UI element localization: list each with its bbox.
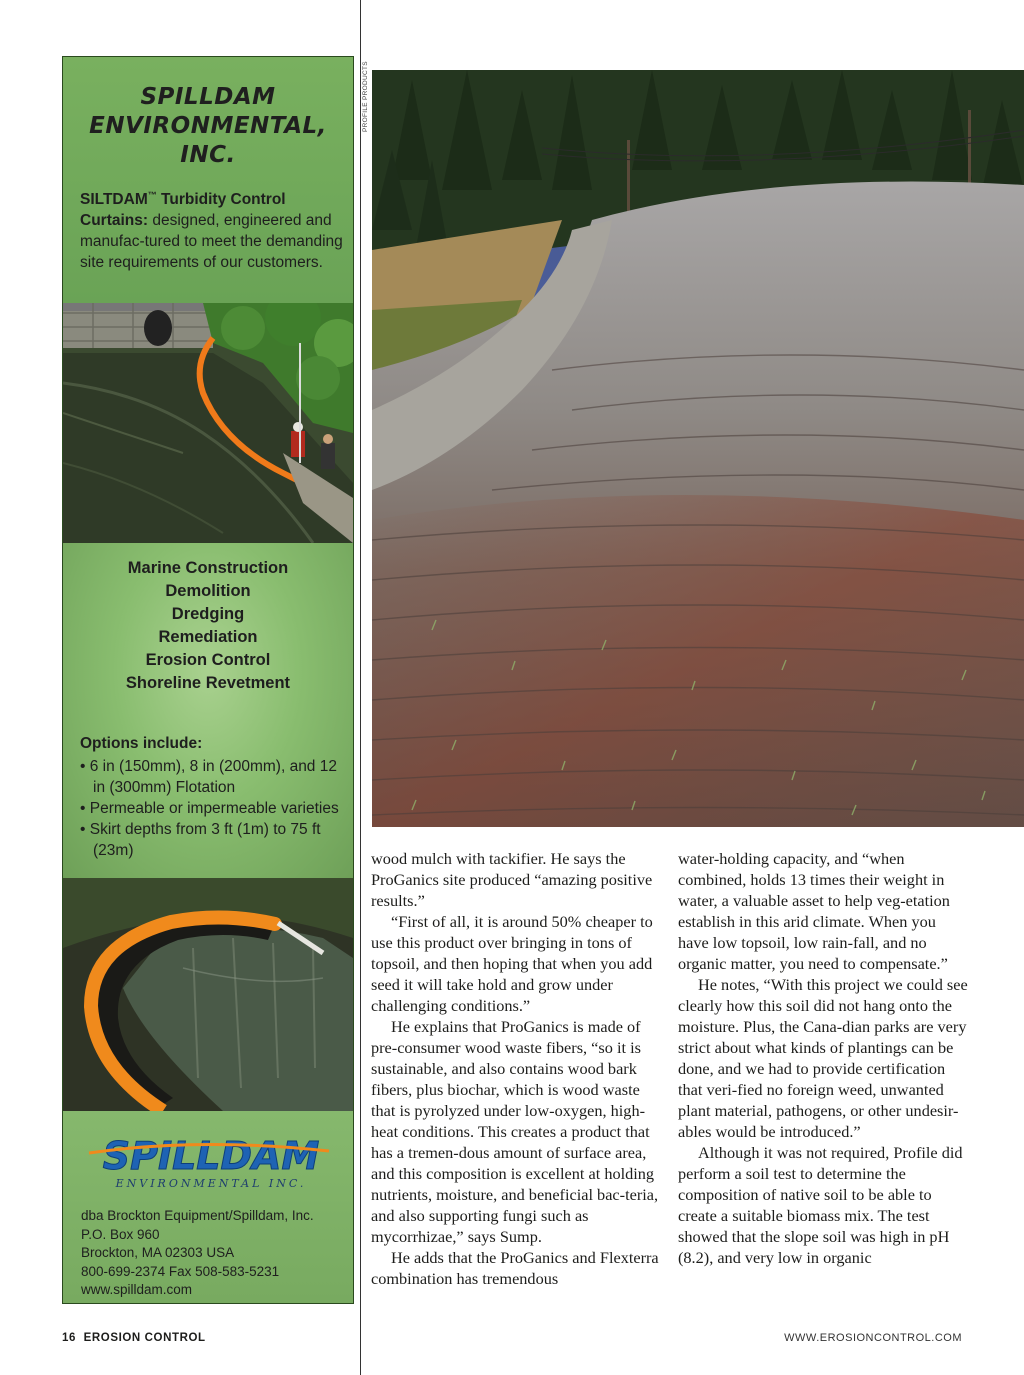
page-folio: [62, 1332, 206, 1344]
options-title: Options include:: [80, 735, 203, 752]
service-item: Shoreline Revetment: [125, 674, 291, 692]
contact-website: www.spilldam.com: [81, 1282, 193, 1297]
service-item: Erosion Control: [145, 651, 271, 669]
section-name: EROSION CONTROL: [83, 1332, 206, 1344]
page-number: 16: [62, 1332, 76, 1344]
intro-text: designed, engineered and manufac-tured to meet the demanding site requirements of our customers.: [80, 212, 343, 272]
river-boom-photo: [63, 303, 353, 543]
options-list: [80, 756, 350, 861]
logo-subtext: ENVIRONMENTAL INC.: [115, 1177, 307, 1190]
logo-wordmark: SPILLDAM: [102, 1134, 320, 1178]
article-column-1: [371, 848, 661, 1289]
article-paragraph: Although it was not required, Profile did perform a soil test to determine the composition of native soil to be able to create a suitable biomass mix. The test showed that the slope soil was high in pH (8.2), and very low in organic: [678, 1143, 963, 1267]
contact-line: P.O. Box 960: [81, 1226, 160, 1242]
option-item: • 6 in (150mm), 8 in (200mm), and 12 in (300mm) Flotation: [80, 756, 350, 798]
ad-footer: [63, 1111, 353, 1303]
hydroseeded-slope-photo: [372, 70, 1024, 827]
contact-line: Brockton, MA 02303 USA: [81, 1245, 235, 1260]
column-divider: [360, 0, 361, 1375]
ad-services-panel: [63, 543, 353, 878]
service-item: Demolition: [165, 582, 251, 600]
ad-intro: [80, 185, 348, 273]
article-paragraph: water-holding capacity, and “when combined, holds 13 times their weight in water, a valuable asset to help veg-etation establish in this arid climate. When you have low topsoil, low rain-fall, and no organic matter, you need to compensate.”: [678, 849, 950, 973]
contact-block: [81, 1207, 349, 1300]
service-item: Remediation: [158, 628, 258, 646]
spilldam-logo: [79, 1133, 343, 1193]
article-paragraph: wood mulch with tackifier. He says the ProGanics site produced “amazing positive results.”: [371, 849, 653, 910]
article-paragraph: “First of all, it is around 50% cheaper to use this product over bringing in tons of topsoil, and then hoping that when you add seed it will take hold and grow under challenging conditions.”: [371, 912, 653, 1015]
services-list: [63, 557, 353, 695]
contact-line: 800-699-2374 Fax 508-583-5231: [81, 1263, 280, 1279]
article-paragraph: He explains that ProGanics is made of pre-consumer wood waste fibers, “so it is sustainable, and also contains wood bark fibers, plus biochar, which is wood waste that is pyrolyzed under low-oxygen, high-heat conditions. This creates a product that has a tremen-dous amount of surface area, and this composition is excellent at holding nutrients, moisture, and beneficial bac-teria, and also supporting fungi such as mycorrhizae,” says Sump.: [371, 1017, 659, 1246]
service-item: Marine Construction: [127, 559, 289, 577]
photo-credit: PROFILE PRODUCTS: [362, 61, 369, 132]
ad-header: [63, 57, 353, 303]
service-item: Dredging: [171, 605, 245, 623]
option-item: • Permeable or impermeable varieties: [80, 798, 350, 819]
product-line: Turbidity Control Curtains:: [80, 191, 286, 230]
turbidity-curtain-photo: [63, 878, 353, 1111]
article-column-2: [678, 848, 968, 1268]
ad-company-name: SPILLDAM ENVIRONMENTAL, INC.: [89, 84, 327, 168]
spilldam-advertisement: [62, 56, 354, 1304]
contact-line: dba Brockton Equipment/Spilldam, Inc.: [81, 1208, 314, 1223]
article-paragraph: He notes, “With this project we could see clearly how this soil did not hang onto the moisture. Plus, the Cana-dian parks are very strict about what kinds of plantings can be done, and we had to provide certification that veri-fied no foreign weed, unwanted plant material, pathogens, or other undesir-ables would be introduced.”: [678, 975, 968, 1141]
magazine-website: WWW.EROSIONCONTROL.COM: [784, 1332, 962, 1344]
product-name: SILTDAM: [80, 191, 148, 209]
option-item: • Skirt depths from 3 ft (1m) to 75 ft (23m): [80, 819, 350, 861]
article-paragraph: He adds that the ProGanics and Flexterra combination has tremendous: [371, 1248, 659, 1288]
trademark-symbol: ™: [147, 190, 157, 200]
